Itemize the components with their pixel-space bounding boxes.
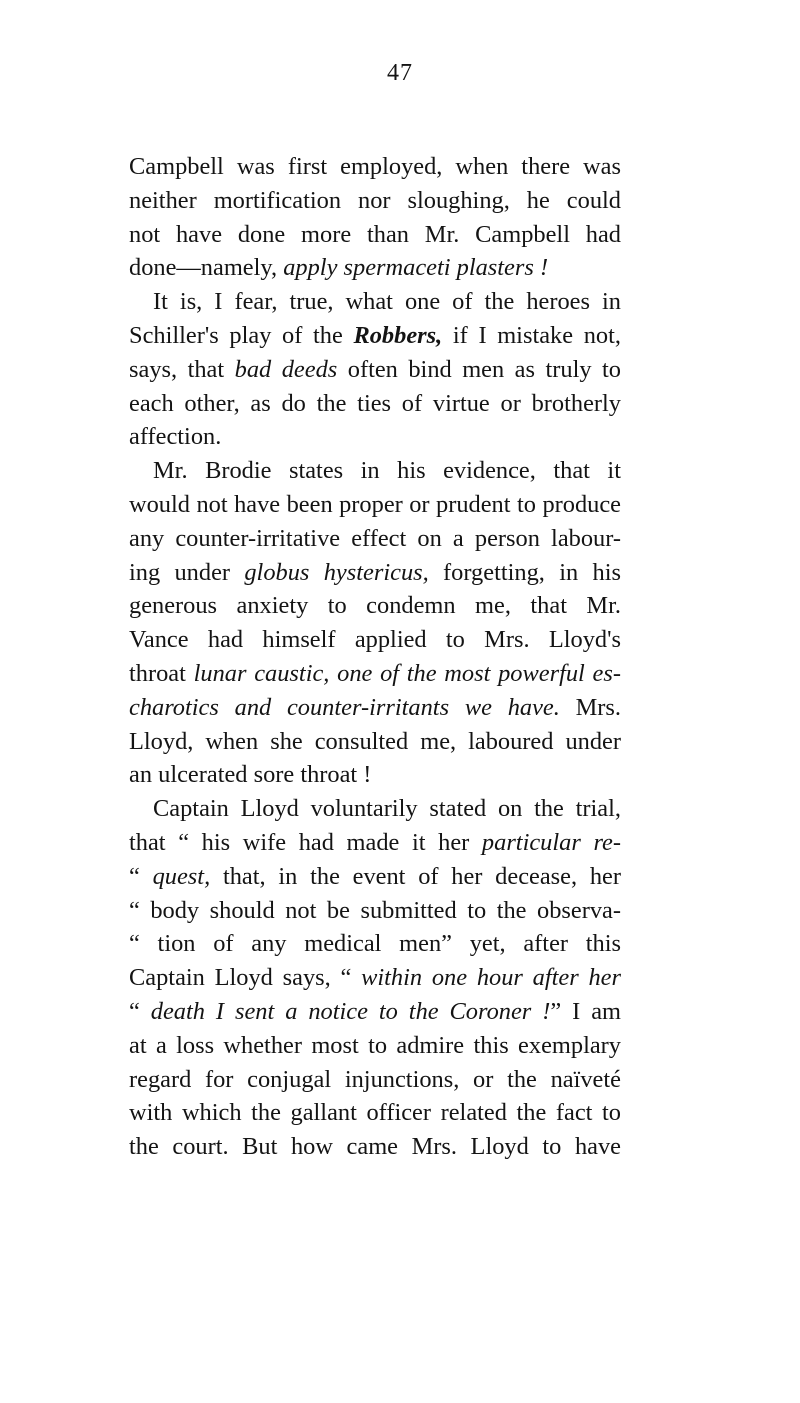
emphasis-text: apply spermaceti plasters ! xyxy=(283,254,549,282)
emphasis-text: lunar caustic, one of the most powerful es- xyxy=(193,659,621,687)
text-segment: Captain Lloyd says, “ xyxy=(129,964,362,992)
text-segment: would not have been proper or prudent to produce xyxy=(129,490,621,518)
text-line xyxy=(129,251,621,285)
text-segment: ” I am xyxy=(550,997,621,1025)
emphasis-text: within one hour after her xyxy=(361,964,621,992)
body-text xyxy=(129,150,621,1164)
text-segment: that “ his wife had made it her xyxy=(129,828,482,856)
text-segment: generous anxiety to condemn me, that Mr. xyxy=(129,592,621,620)
text-segment: each other, as do the ties of virtue or brotherly xyxy=(129,389,621,417)
text-segment: if I mistake not, xyxy=(442,321,621,349)
text-line xyxy=(129,758,621,792)
text-line xyxy=(129,184,621,218)
text-line xyxy=(129,488,621,522)
text-line xyxy=(129,927,621,961)
emphasis-text: charotics and counter-irritants we have. xyxy=(129,693,560,721)
text-line xyxy=(129,353,621,387)
text-segment: Campbell was first employed, when there was xyxy=(129,153,621,180)
text-segment: forgetting, in his xyxy=(428,558,621,586)
emphasis-text: globus hystericus, xyxy=(244,558,429,586)
text-segment: “ xyxy=(129,862,153,890)
text-segment: “ tion of any medical men” yet, after this xyxy=(129,930,621,958)
text-segment: that, in the event of her decease, her xyxy=(210,862,621,890)
text-segment: Mr. Brodie states in his evidence, that it xyxy=(153,457,621,485)
text-line xyxy=(129,522,621,556)
text-segment: ing under xyxy=(129,558,245,586)
emphasis-text: Robbers, xyxy=(353,321,443,349)
text-line xyxy=(129,860,621,894)
text-line xyxy=(129,691,621,725)
page-number: 47 xyxy=(387,60,413,86)
text-segment: at a loss whether most to admire this exemplary xyxy=(129,1031,621,1059)
text-segment: neither mortification nor sloughing, he could xyxy=(129,186,621,214)
text-line xyxy=(129,725,621,759)
text-line xyxy=(129,319,621,353)
text-segment: throat xyxy=(129,659,194,687)
text-segment: often bind men as truly to xyxy=(337,355,622,383)
emphasis-text: quest, xyxy=(152,862,211,890)
text-segment: done—namely, xyxy=(129,254,284,282)
text-segment: affection. xyxy=(129,423,222,451)
text-segment: Lloyd, when she consulted me, laboured under xyxy=(129,727,621,755)
text-line xyxy=(129,1130,621,1164)
text-line xyxy=(129,556,621,590)
text-line xyxy=(129,1063,621,1097)
text-line xyxy=(129,995,621,1029)
text-line xyxy=(129,623,621,657)
text-line xyxy=(129,1096,621,1130)
text-segment: Schiller's play of the xyxy=(129,321,354,349)
text-segment: with which the gallant officer related the fact to xyxy=(129,1099,621,1127)
text-line xyxy=(129,218,621,252)
text-line xyxy=(129,1029,621,1063)
text-segment: regard for conjugal injunctions, or the naïveté xyxy=(129,1065,621,1093)
text-line xyxy=(129,589,621,623)
text-line xyxy=(129,826,621,860)
text-segment: says, that xyxy=(129,355,235,383)
text-segment: any counter-irritative effect on a person labour- xyxy=(129,524,621,552)
text-line xyxy=(129,454,621,488)
text-segment: an ulcerated sore throat ! xyxy=(129,761,372,789)
emphasis-text: bad deeds xyxy=(234,355,338,383)
text-line xyxy=(129,150,621,184)
text-line xyxy=(129,387,621,421)
text-segment: the court. But how came Mrs. Lloyd to have xyxy=(129,1133,621,1161)
text-line xyxy=(129,285,621,319)
text-segment: Mrs. xyxy=(559,693,621,721)
text-segment: Vance had himself applied to Mrs. Lloyd's xyxy=(129,626,621,654)
text-line xyxy=(129,894,621,928)
text-line xyxy=(129,961,621,995)
text-segment: It is, I fear, true, what one of the heroes in xyxy=(153,288,621,316)
text-line xyxy=(129,420,621,454)
text-segment: not have done more than Mr. Campbell had xyxy=(129,220,621,248)
emphasis-text: death I sent a notice to the Coroner ! xyxy=(150,997,551,1025)
text-line xyxy=(129,792,621,826)
text-segment: “ xyxy=(129,997,151,1025)
text-segment: Captain Lloyd voluntarily stated on the trial, xyxy=(153,795,621,823)
emphasis-text: particular re- xyxy=(481,828,621,856)
text-segment: “ body should not be submitted to the observa- xyxy=(129,896,621,924)
text-line xyxy=(129,657,621,691)
